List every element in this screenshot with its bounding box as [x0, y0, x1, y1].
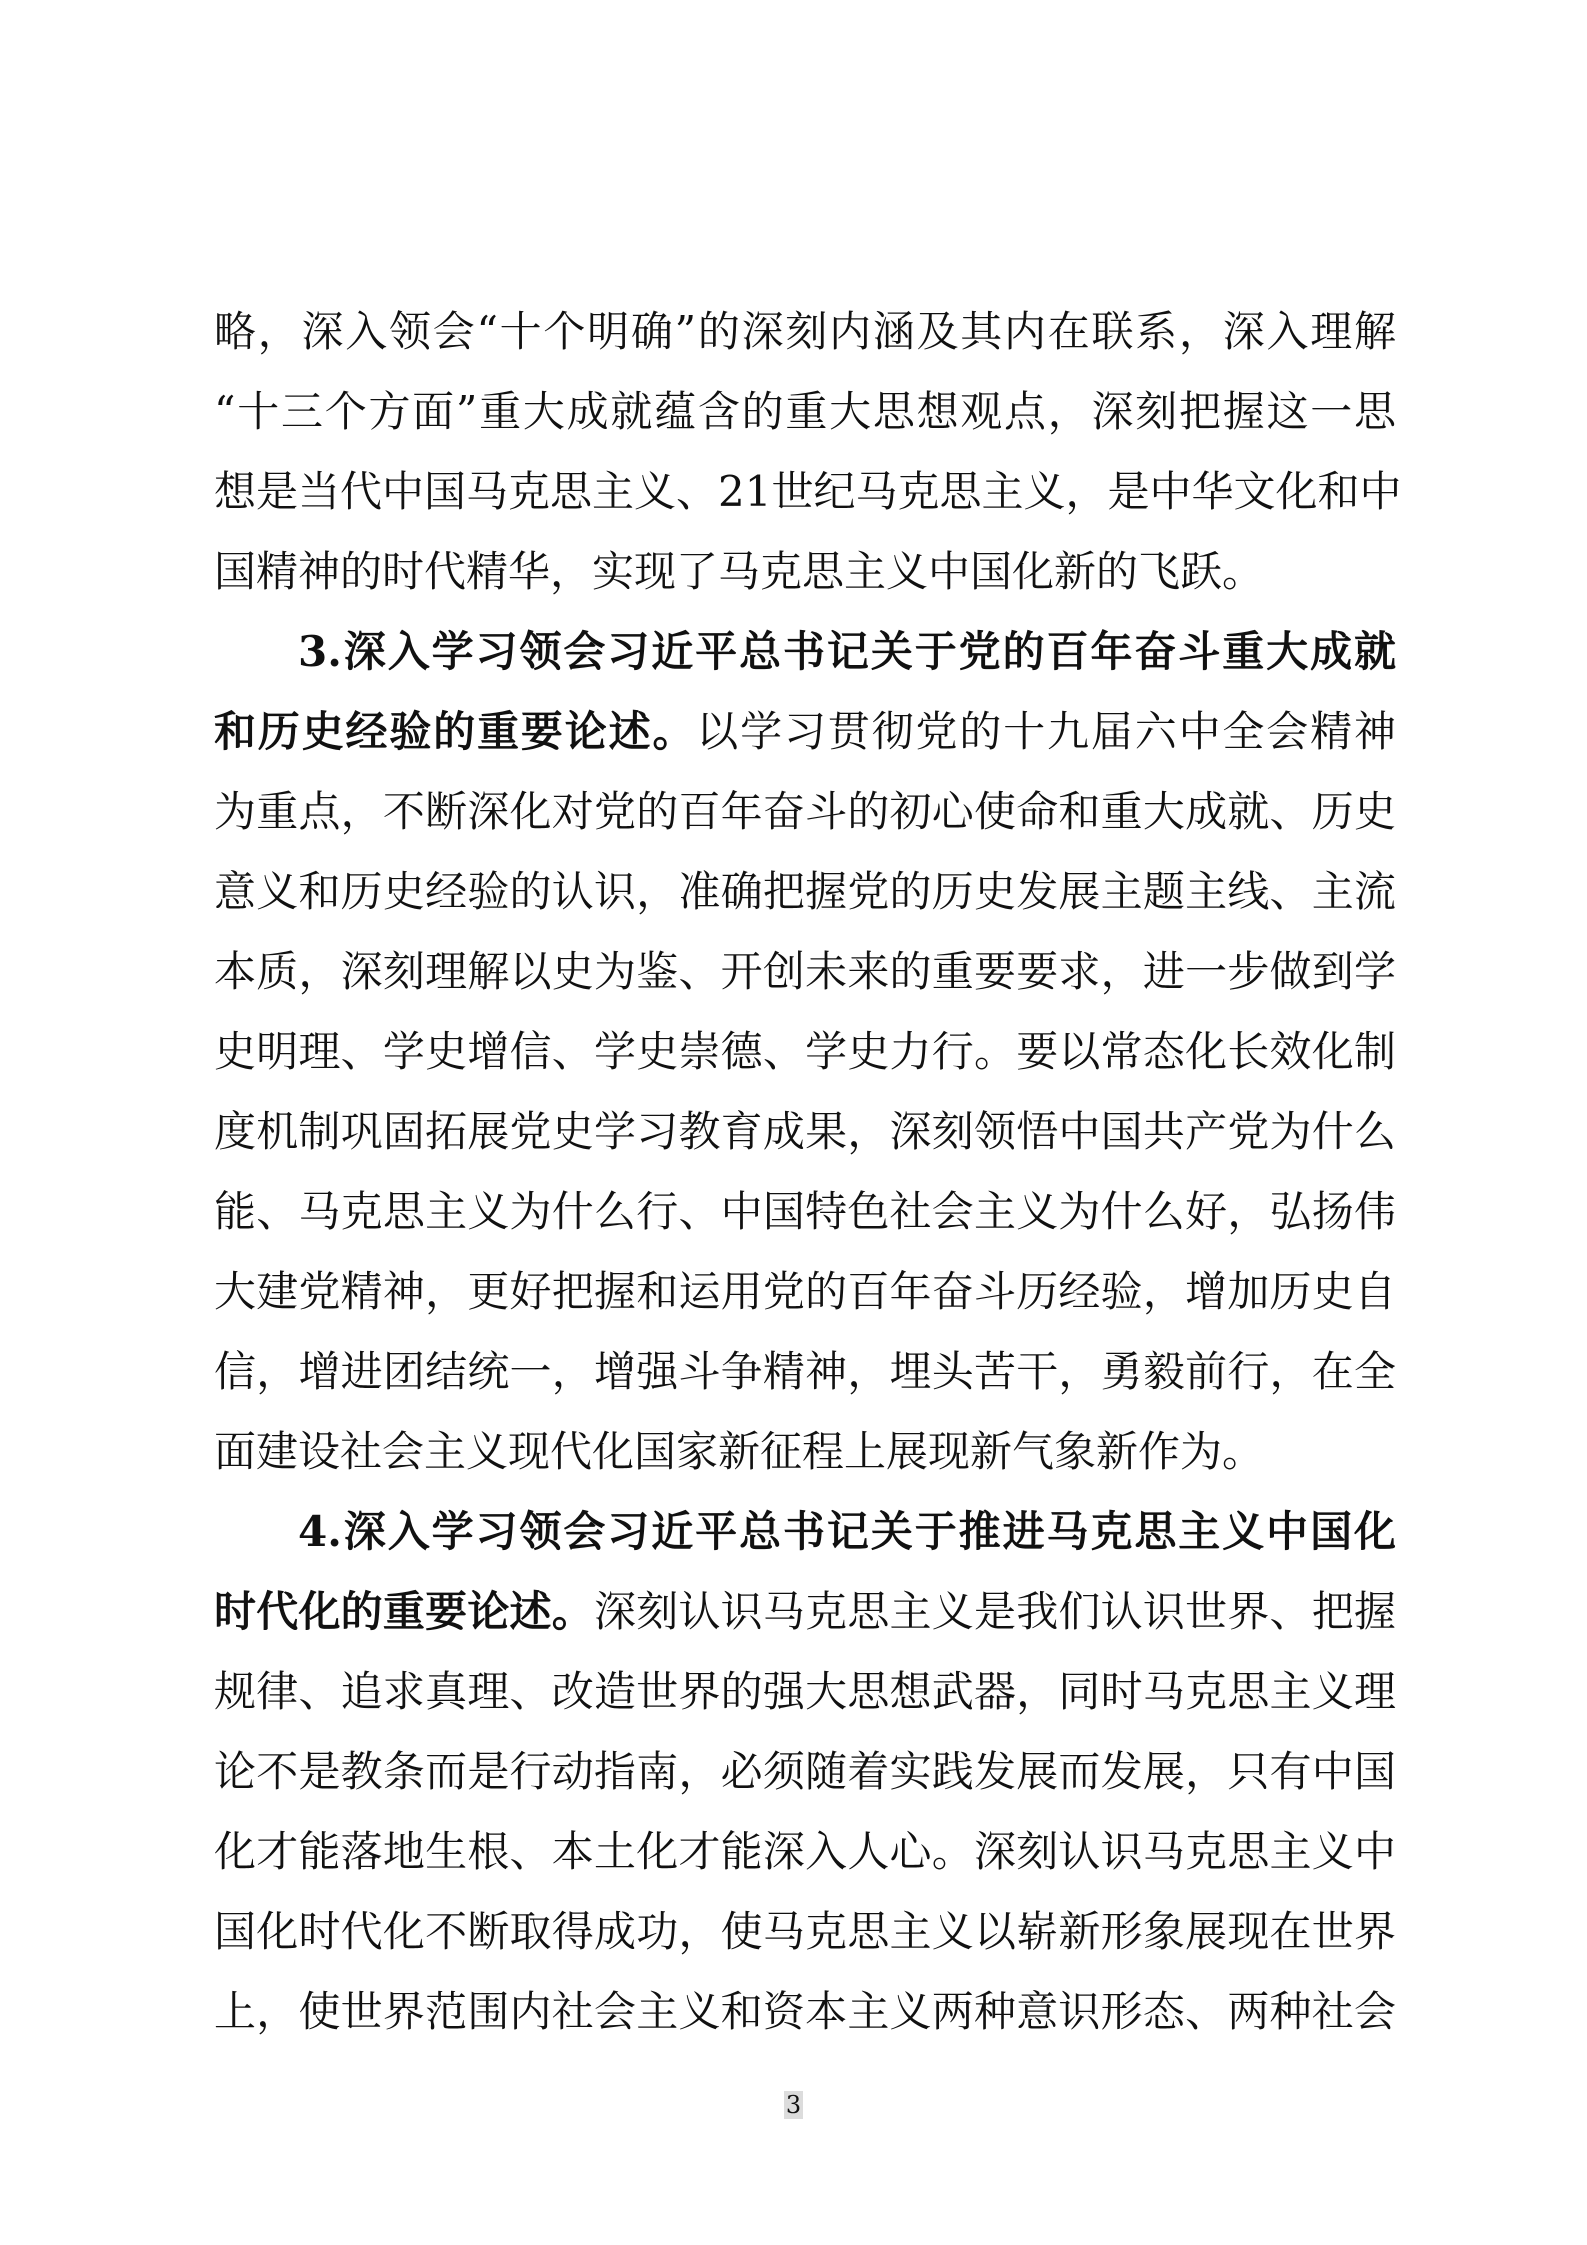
- text-line: [214, 692, 1396, 772]
- line-text: 为重点，不断深化对党的百年奋斗的初心使命和重大成就、历史: [214, 787, 1396, 836]
- heading-text: 时代化的重要论述。: [214, 1587, 594, 1636]
- text-line: [214, 1252, 1396, 1332]
- text-line: [214, 1092, 1396, 1172]
- line-text: 信，增进团结统一，增强斗争精神，埋头苦干，勇毅前行，在全: [214, 1347, 1396, 1396]
- line-text: 深刻认识马克思主义是我们认识世界、把握: [594, 1587, 1396, 1636]
- text-line: [214, 1012, 1396, 1092]
- text-line: [214, 1972, 1396, 2052]
- line-text: 度机制巩固拓展党史学习教育成果，深刻领悟中国共产党为什么: [214, 1107, 1396, 1156]
- text-line: [214, 1812, 1396, 1892]
- line-text: 想是当代中国马克思主义、21世纪马克思主义，是中华文化和中: [214, 467, 1402, 516]
- line-text: 国化时代化不断取得成功，使马克思主义以崭新形象展现在世界: [214, 1907, 1396, 1956]
- line-text: 能、马克思主义为什么行、中国特色社会主义为什么好，弘扬伟: [214, 1187, 1396, 1236]
- line-text: 本质，深刻理解以史为鉴、开创未来的重要要求，进一步做到学: [214, 947, 1396, 996]
- text-line: [214, 292, 1396, 372]
- text-line: [214, 852, 1396, 932]
- text-line: [214, 532, 1396, 612]
- text-line: [214, 1572, 1396, 1652]
- text-line: [214, 452, 1402, 532]
- text-line: [214, 1412, 1396, 1492]
- line-text: 上，使世界范围内社会主义和资本主义两种意识形态、两种社会: [214, 1987, 1396, 2036]
- text-line: [214, 1172, 1396, 1252]
- text-line: [214, 1892, 1396, 1972]
- line-text: 规律、追求真理、改造世界的强大思想武器，同时马克思主义理: [214, 1667, 1396, 1716]
- line-text: 史明理、学史增信、学史崇德、学史力行。要以常态化长效化制: [214, 1027, 1396, 1076]
- line-text: 论不是教条而是行动指南，必须随着实践发展而发展，只有中国: [214, 1747, 1396, 1796]
- heading-text: 3.深入学习领会习近平总书记关于党的百年奋斗重大成就: [298, 627, 1396, 676]
- line-text: 以学习贯彻党的十九届六中全会精神: [696, 707, 1396, 756]
- line-text: 国精神的时代精华，实现了马克思主义中国化新的飞跃。: [214, 547, 1265, 596]
- text-line: [214, 1732, 1396, 1812]
- text-line: [214, 1652, 1396, 1732]
- heading-text: 4.深入学习领会习近平总书记关于推进马克思主义中国化: [298, 1507, 1396, 1556]
- line-text: 面建设社会主义现代化国家新征程上展现新气象新作为。: [214, 1427, 1265, 1476]
- text-line: [214, 1332, 1396, 1412]
- text-line: [214, 932, 1396, 1012]
- section-heading-4: [214, 1492, 1396, 1572]
- line-text: 意义和历史经验的认识，准确把握党的历史发展主题主线、主流: [214, 867, 1396, 916]
- page-number: [0, 2090, 1587, 2120]
- page-number-text: 3: [785, 2091, 802, 2119]
- text-line: [214, 372, 1396, 452]
- line-text: 化才能落地生根、本土化才能深入人心。深刻认识马克思主义中: [214, 1827, 1396, 1876]
- text-line: [214, 772, 1396, 852]
- line-text: 略，深入领会“十个明确”的深刻内涵及其内在联系，深入理解: [214, 307, 1396, 356]
- section-heading-3: [214, 612, 1396, 692]
- line-text: “十三个方面”重大成就蕴含的重大思想观点，深刻把握这一思: [214, 387, 1396, 436]
- body-text: [214, 292, 1402, 2052]
- heading-text: 和历史经验的重要论述。: [214, 707, 697, 756]
- line-text: 大建党精神，更好把握和运用党的百年奋斗历经验，增加历史自: [214, 1267, 1396, 1316]
